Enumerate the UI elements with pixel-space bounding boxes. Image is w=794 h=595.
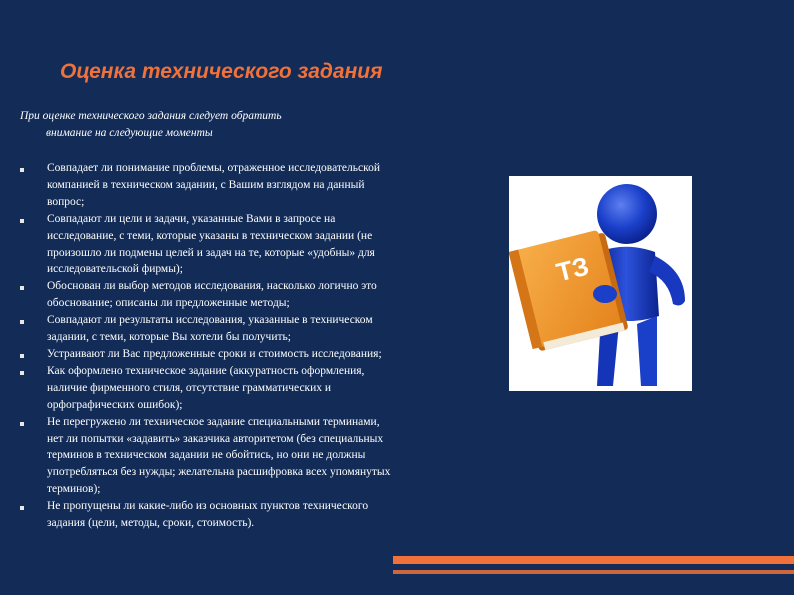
bullet-marker [20,506,24,510]
figure-leg-right [637,316,657,386]
bullet-marker [20,422,24,426]
bullet-item: Обоснован ли выбор методов исследования, насколько логично это обоснование; описаны ли предложенные методы; [20,278,395,312]
bullet-marker [20,168,24,172]
bullet-marker [20,219,24,223]
bullet-item: Как оформлено техническое задание (аккуратность оформления, наличие фирменного стиля, отсутствие грамматических и орфографических ошибок); [20,363,395,414]
bullet-list [20,160,395,532]
bullet-marker [20,354,24,358]
bullet-marker [20,320,24,324]
bullet-item: Не пропущены ли какие-либо из основных пунктов технического задания (цели, методы, сроки, стоимость). [20,498,395,532]
bullet-item: Совпадает ли понимание проблемы, отраженное исследовательской компанией в техническом задании, с Вашим взглядом на данный вопрос; [20,160,395,211]
illustration-figure-with-book [509,176,692,391]
book-label: ТЗ [553,250,592,288]
bullet-item: Устраивают ли Вас предложенные сроки и стоимость исследования; [20,346,395,363]
figure-hand [593,285,617,303]
bullet-item: Совпадают ли цели и задачи, указанные Вами в запросе на исследование, с теми, которые указаны в техническом задании (не произошло ли подмены целей и задач на те, которые «удобны» для исследовательской фирмы); [20,211,395,279]
bullet-marker [20,371,24,375]
bullet-item: Не перегружено ли техническое задание специальными терминами, нет ли попытки «задавить» заказчика авторитетом (без специальных терминов в техническом задании не обойтись, но они не должны употребляться без нужды; желательна расшифровка всех упомянутых терминов); [20,414,395,499]
intro-text [20,108,380,142]
decorative-bar-thin [393,570,794,574]
figure-head [597,184,657,244]
intro-line-1: При оценке технического задания следует обратить [20,110,282,122]
bullet-item: Совпадают ли результаты исследования, указанные в техническом задании, с теми, которые Вы хотели бы получить; [20,312,395,346]
decorative-bar [393,556,794,564]
slide-title: Оценка технического задания [60,60,383,83]
bullet-marker [20,286,24,290]
figure-illustration [509,176,692,391]
intro-line-2: внимание на следующие моменты [46,127,213,139]
